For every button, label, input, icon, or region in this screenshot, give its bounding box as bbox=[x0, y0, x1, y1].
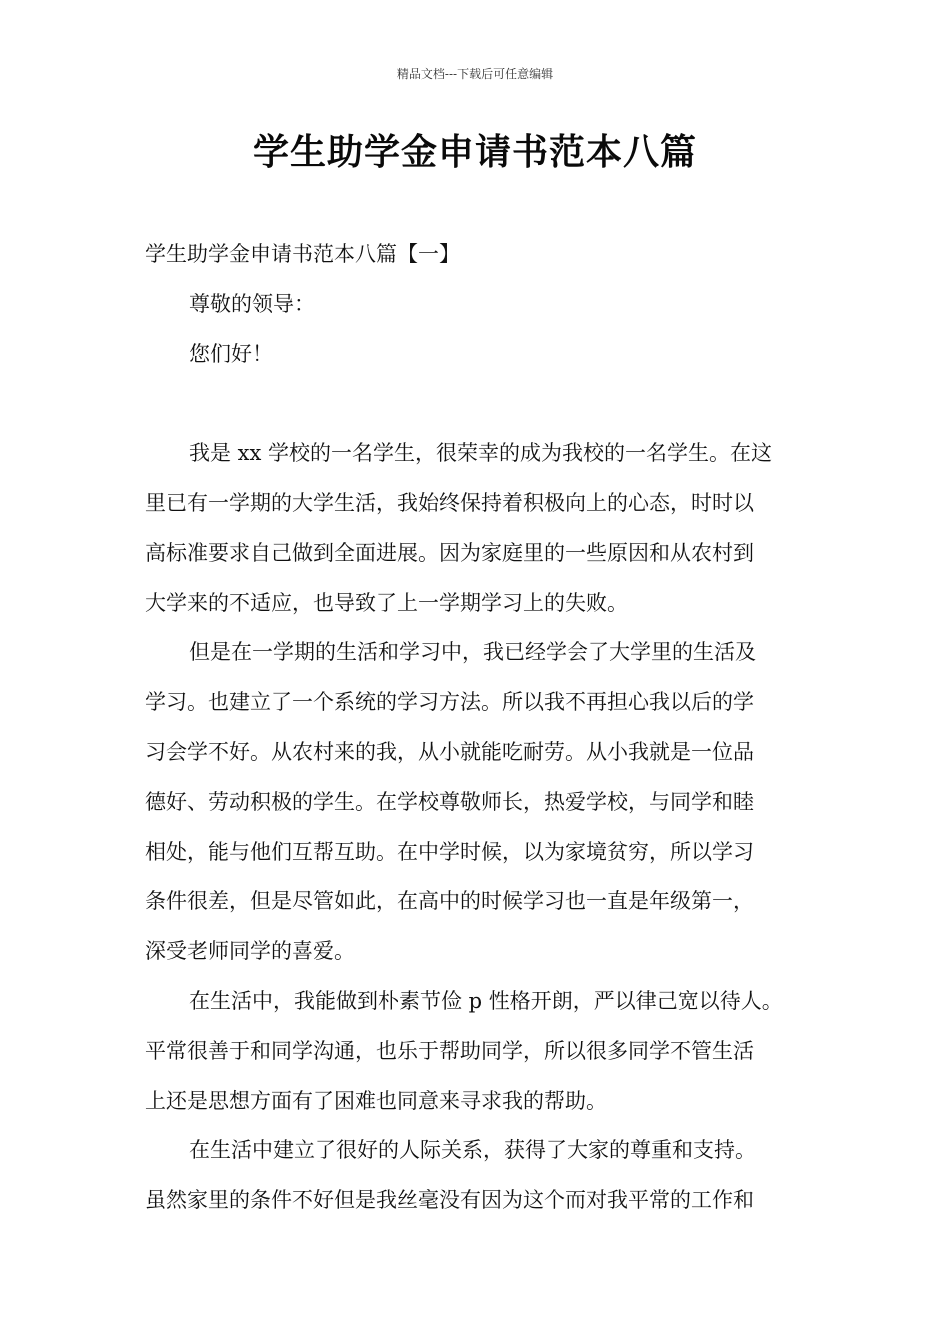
paragraph-line: 但是在一学期的生活和学习中，我已经学会了大学里的生活及 bbox=[189, 640, 756, 665]
paragraph-2 bbox=[145, 628, 810, 977]
paragraph-line: 在生活中建立了很好的人际关系，获得了大家的尊重和支持。 bbox=[189, 1138, 756, 1163]
paragraph-line: 条件很差，但是尽管如此，在高中的时候学习也一直是年级第一， bbox=[145, 889, 754, 914]
paragraph-line: 高标准要求自己做到全面进展。因为家庭里的一些原因和从农村到 bbox=[145, 540, 754, 565]
greeting: 您们好！ bbox=[189, 341, 273, 366]
paragraph-1 bbox=[145, 429, 810, 628]
document-title: 学生助学金申请书范本八篇 bbox=[252, 131, 697, 173]
paragraph-line: 在生活中，我能做到朴素节俭 p 性格开朗，严以律己宽以待人。 bbox=[189, 988, 783, 1013]
paragraph-line: 德好、劳动积极的学生。在学校尊敬师长，热爱学校，与同学和睦 bbox=[145, 789, 754, 814]
paragraph-line: 大学来的不适应，也导致了上一学期学习上的失败。 bbox=[145, 590, 628, 615]
document-body bbox=[145, 230, 810, 1226]
paragraph-line: 我是 xx 学校的一名学生，很荣幸的成为我校的一名学生。在这 bbox=[189, 441, 773, 466]
paragraph-3 bbox=[145, 977, 810, 1126]
paragraph-line: 虽然家里的条件不好但是我丝毫没有因为这个而对我平常的工作和 bbox=[145, 1188, 754, 1213]
paragraph-line: 相处，能与他们互帮互助。在中学时候，以为家境贫穷，所以学习 bbox=[145, 839, 754, 864]
paragraph-line: 深受老师同学的喜爱。 bbox=[145, 939, 355, 964]
paragraph-line: 平常很善于和同学沟通，也乐于帮助同学，所以很多同学不管生活 bbox=[145, 1038, 754, 1063]
paragraph-line: 里已有一学期的大学生活，我始终保持着积极向上的心态，时时以 bbox=[145, 490, 754, 515]
paragraph-line: 上还是思想方面有了困难也同意来寻求我的帮助。 bbox=[145, 1088, 607, 1113]
section-heading: 学生助学金申请书范本八篇【一】 bbox=[145, 242, 460, 266]
paragraph-4 bbox=[145, 1126, 810, 1226]
salutation: 尊敬的领导： bbox=[189, 291, 315, 316]
paragraph-line: 学习。也建立了一个系统的学习方法。所以我不再担心我以后的学 bbox=[145, 690, 754, 715]
paragraph-line: 习会学不好。从农村来的我，从小就能吃耐劳。从小我就是一位品 bbox=[145, 739, 754, 764]
blank-line bbox=[145, 379, 810, 429]
header-note: 精品文档---下载后可任意编辑 bbox=[396, 67, 554, 81]
